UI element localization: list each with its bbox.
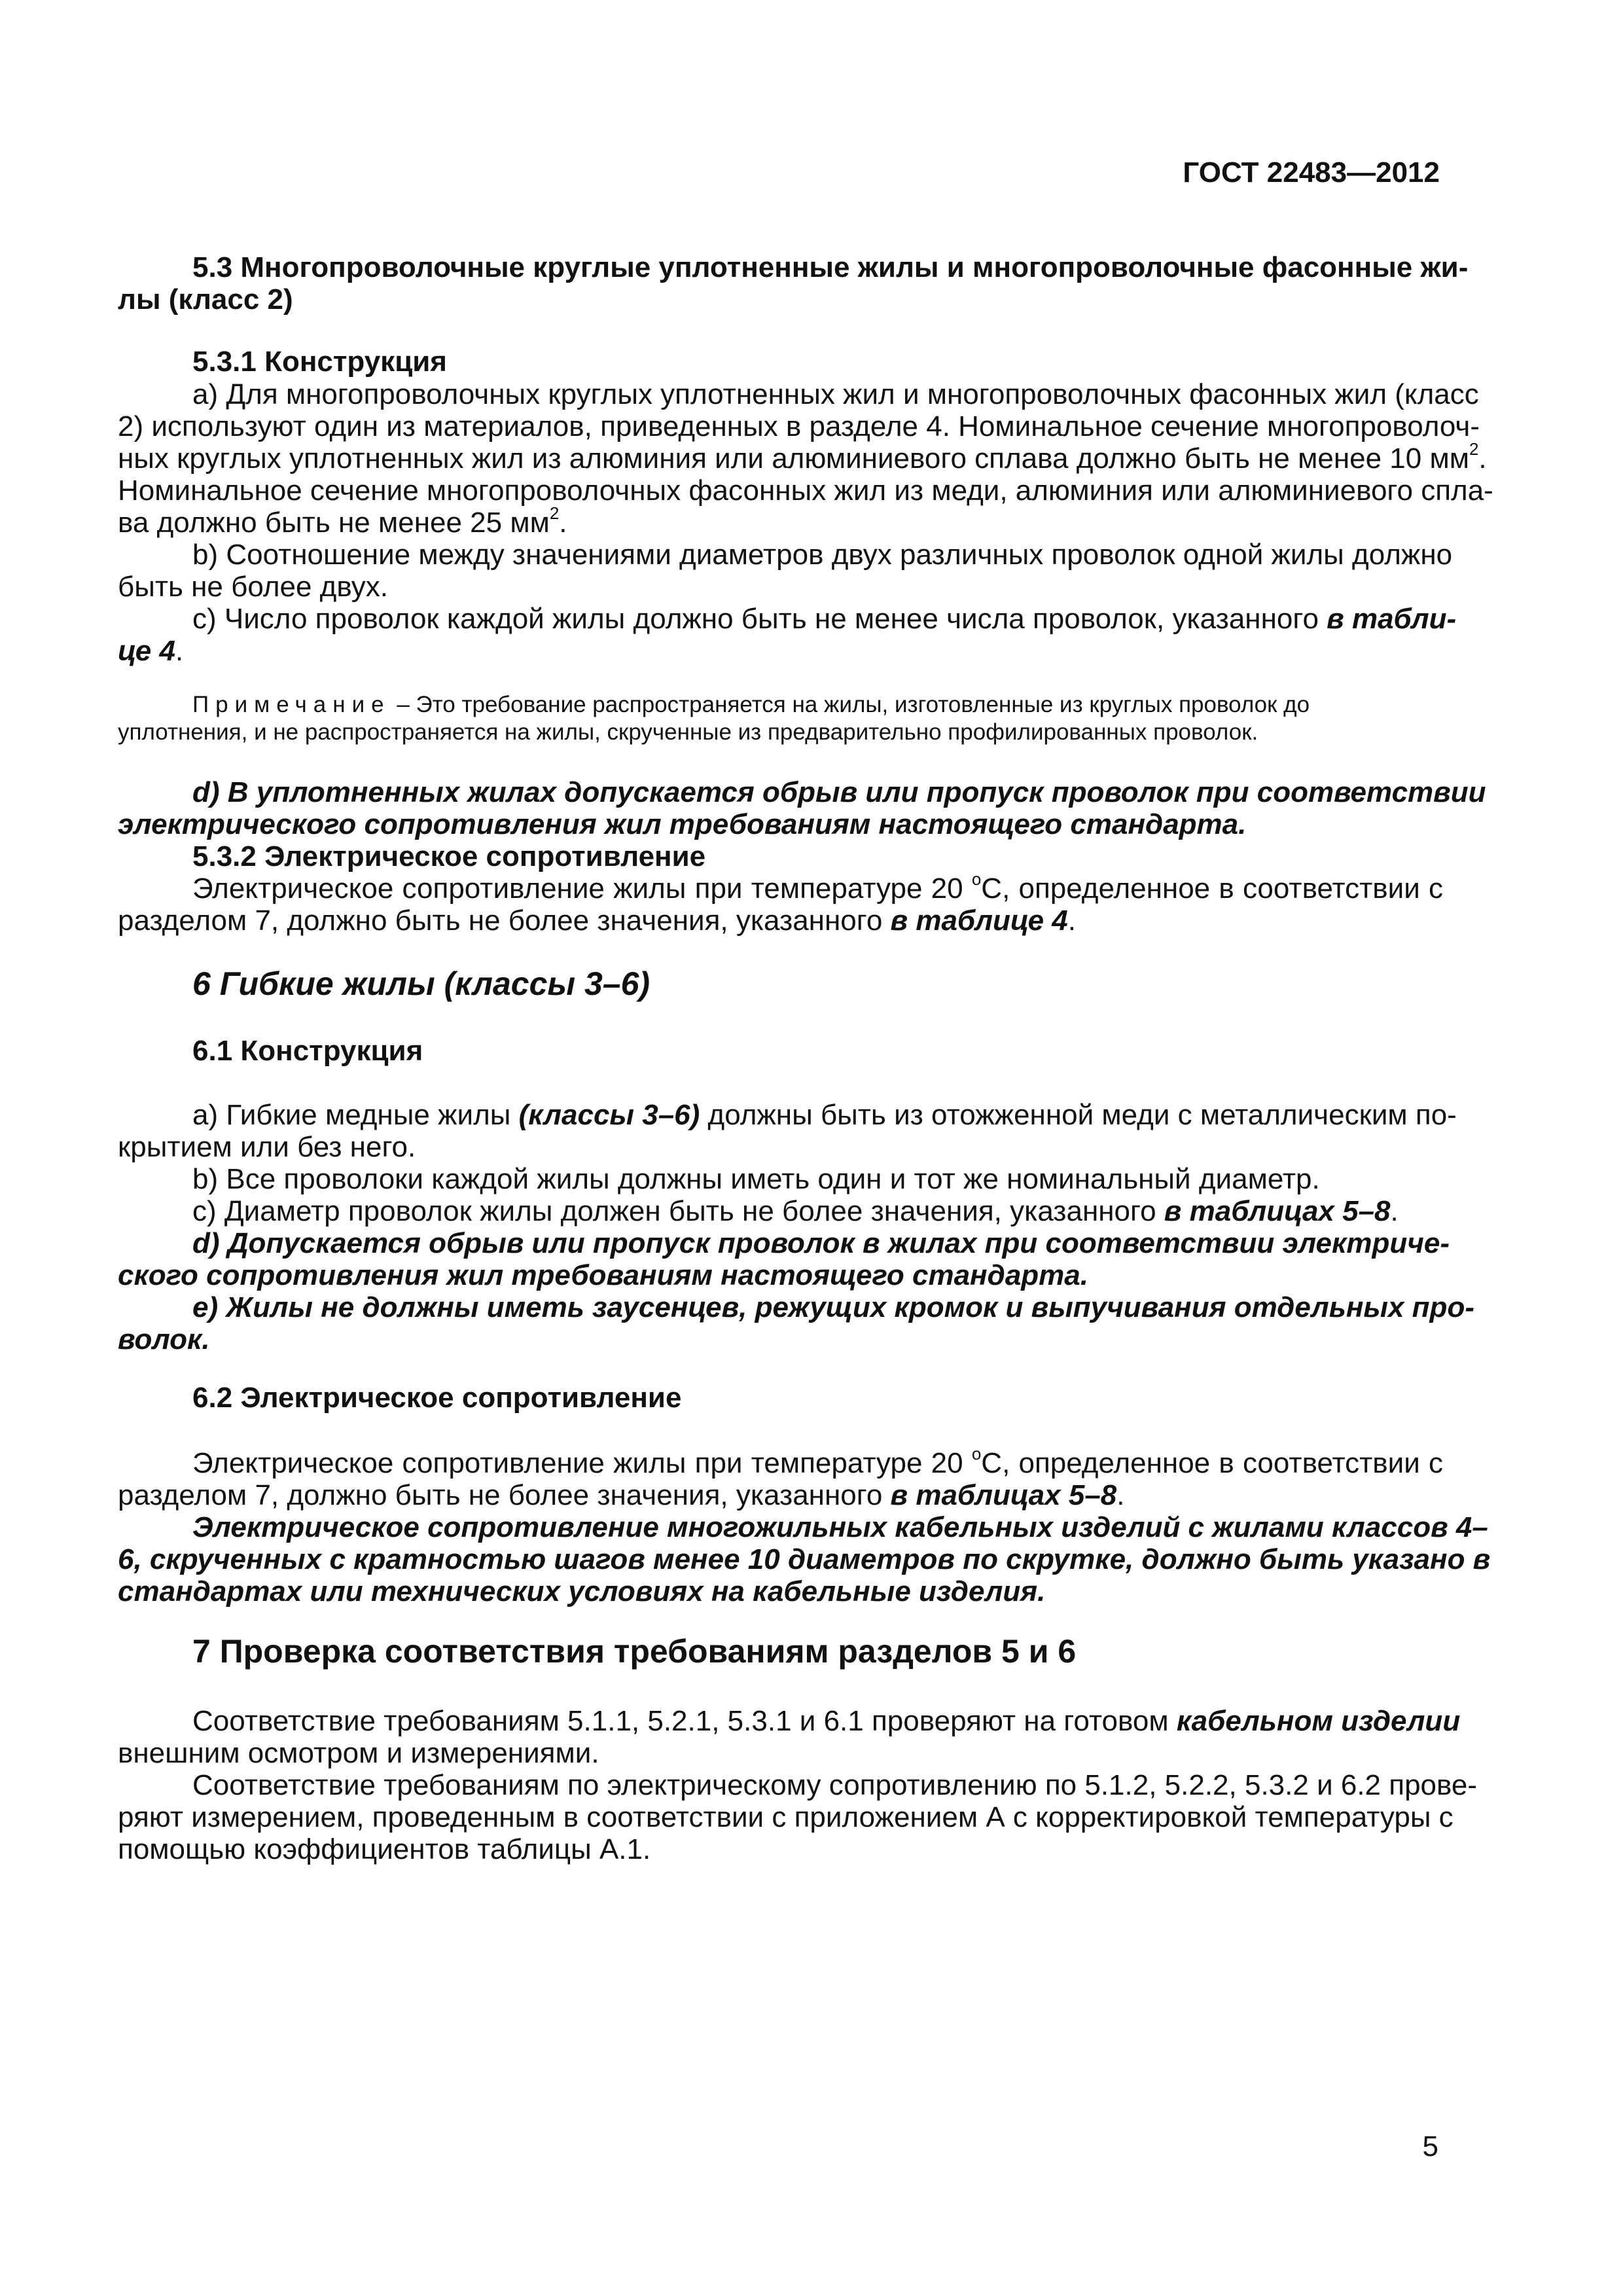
section-5-3-1-heading: 5.3.1 Конструкция (192, 346, 447, 378)
section-6-1-heading: 6.1 Конструкция (192, 1035, 423, 1067)
section-6-heading: 6 Гибкие жилы (классы 3–6) (192, 965, 651, 1002)
paragraph-6-1-c: с) Диаметр проволок жилы должен быть не более значения, указанного в таблицах 5–8. (192, 1195, 1399, 1227)
page-number: 5 (1422, 2130, 1438, 2162)
document-code-header: ГОСТ 22483—2012 (1183, 156, 1440, 188)
document-page: ГОСТ 22483—2012 5.3 Многопроволочные круглые уплотненные жилы и многопроволочные фасонные жи- лы (класс 2) 5.3.1 Конструкция а) Для многопроволочных круглых уплотненных жил и многопроволочных фасонных жил (класс 2) используют один из материалов, приведенных в разделе 4. Номинальное сечение многопроволоч- ных круглых уплотненных жил из алюминия или алюминиевого сплава должно быть не менее 10 $мм^2$. Номинальное сечение многопроволочных фасонных жил из меди, алюминия или алюминиевого спла- ва должно быть не менее 25 $мм^2$. b) Соотношение между значениями диаметров двух различных проволок одной жилы должно быть не более двух. с) Число проволок каждой жилы должно быть не менее числа проволок, указанного в табли- це 4. Примечание – Это требование распространяется на жилы, изготовленные из круглых проволок до уплотнения, и не распространяется на жилы, скрученные из предварительно профилированных проволок. d) В уплотненных жилах допускается обрыв или пропуск проволок при соответствии электрического сопротивления жил требованиям настоящего стандарта. 5.3.2 Электрическое сопротивление Электрическое сопротивление жилы при температуре 20 $^о$С, определенное в соответствии с разделом 7, должно быть не более значения, указанного в таблице 4. 6 Гибкие жилы (классы 3–6) 6.1 Конструкция а) Гибкие медные жилы (классы 3–6) должны быть из отожженной меди с металлическим по- крытием или без него. b) Все проволоки каждой жилы должны иметь один и тот же номинальный диаметр. с) Диаметр проволок жилы должен быть не более значения, указанного в таблицах 5–8. d) Допускается обрыв или пропуск проволок в жилах при соответствии электриче- ского сопротивления жил требованиям настоящего стандарта. е) Жилы не должны иметь заусенцев, режущих кромок и выпучивания отдельных про- волок. 6.2 Электрическое сопротивление Электрическое сопротивление жилы при температуре 20 $^о$С, определенное в соответствии с разделом 7, должно быть не более значения, указанного в таблицах 5–8. Электрическое сопротивление многожильных кабельных изделий с жилами классов 4– 6, скрученных с кратностью шагов менее 10 диаметров по скрутке, должно быть указано в стандартах или технических условиях на кабельные изделия. 7 Проверка соответствия требованиям разделов 5 и 6 Соответствие требованиям 5.1.1, 5.2.1, 5.3.1 и 6.1 проверяют на готовом кабельном изделии внешним осмотром и измерениями. Соответствие требованиям по электрическому сопротивлению по 5.1.2, 5.2.2, 5.3.2 и 6.2 прове- ряют измерением, проведенным в соответствии с приложением А с корректировкой температуры с помощью коэффициентов таблицы А.1. 5 (118, 156, 1493, 2162)
section-6-2-heading: 6.2 Электрическое сопротивление (192, 1382, 682, 1414)
section-5-3-2-heading: 5.3.2 Электрическое сопротивление (192, 840, 706, 872)
note-label: Примечание (192, 692, 391, 717)
section-7-heading: 7 Проверка соответствия требованиям разделов 5 и 6 (192, 1633, 1077, 1670)
paragraph-6-1-b: b) Все проволоки каждой жилы должны иметь один и тот же номинальный диаметр. (192, 1163, 1320, 1195)
